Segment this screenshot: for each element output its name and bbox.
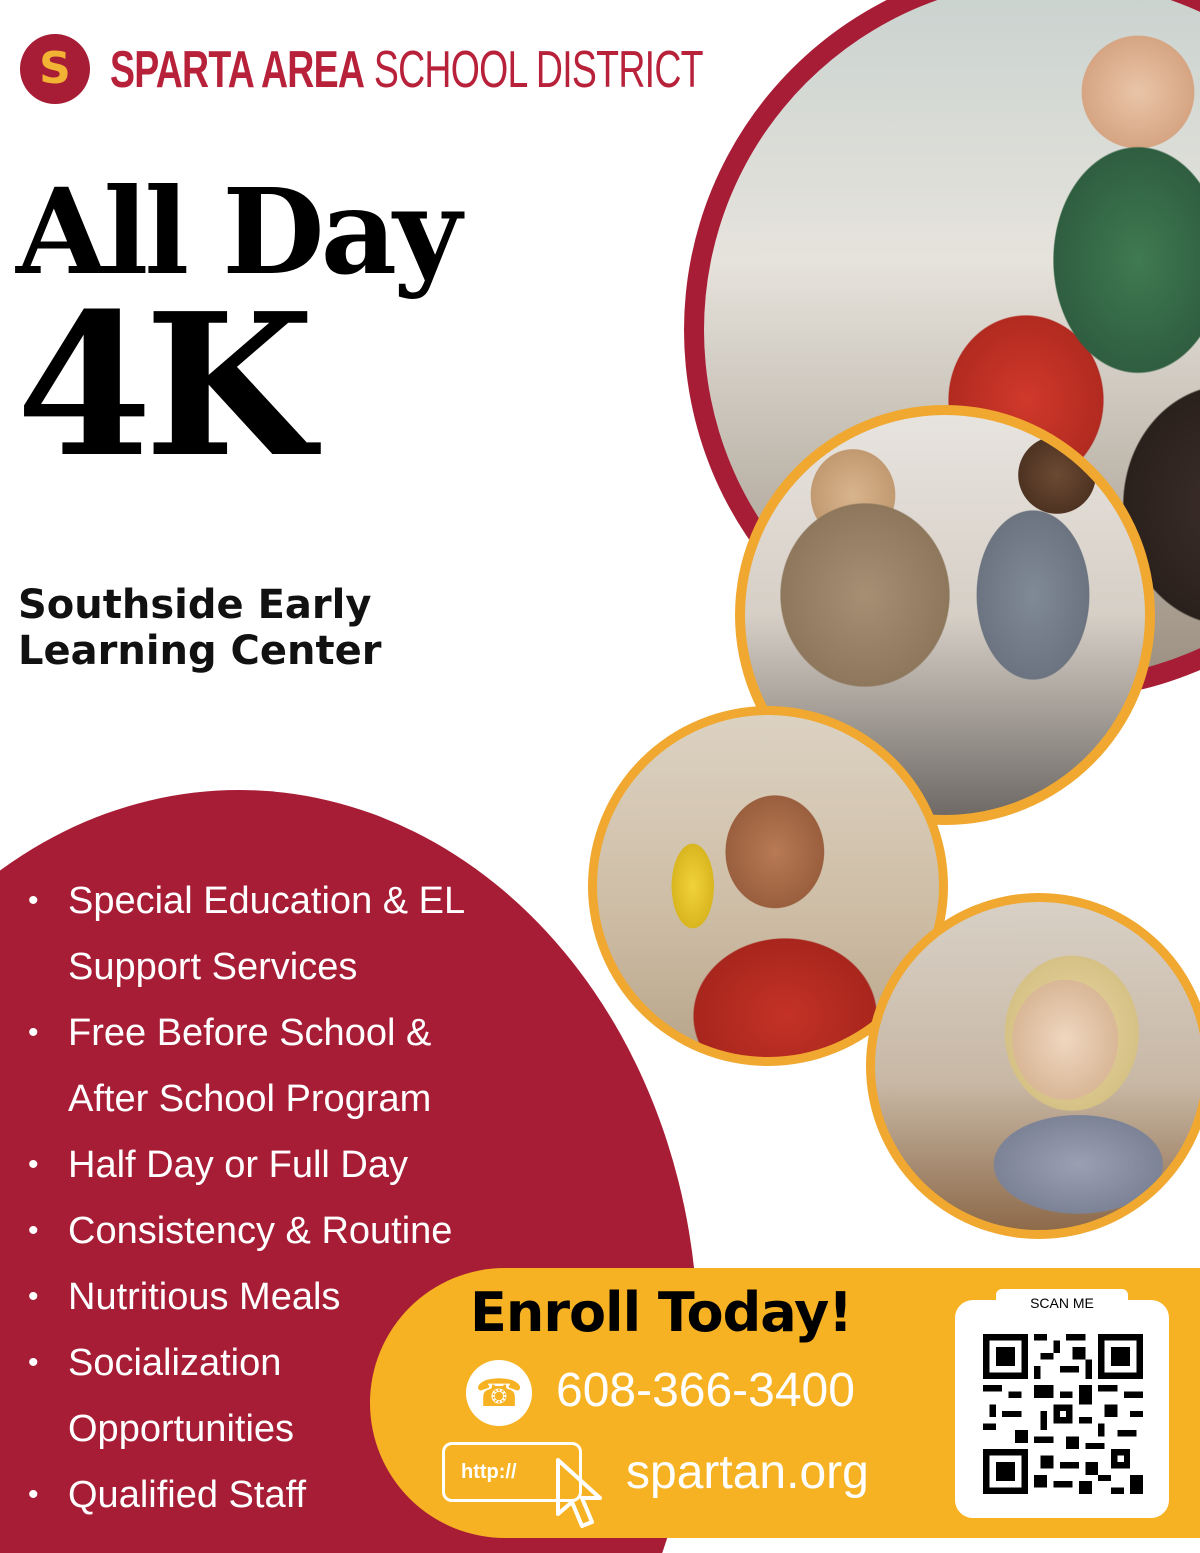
list-item: • Special Education & EL Support Services: [28, 868, 508, 1000]
phone-number-link[interactable]: 608-366-3400: [556, 1364, 855, 1417]
district-name: [110, 40, 703, 100]
headline-4k: 4K: [16, 271, 307, 501]
bullet-icon: •: [28, 1148, 39, 1181]
website-link[interactable]: spartan.org: [626, 1446, 869, 1499]
school-name: [18, 582, 498, 674]
url-icon-text: http://: [461, 1461, 517, 1483]
school-name-line-2: Learning Center: [18, 628, 382, 674]
school-name-line-1: Southside Early: [18, 582, 372, 628]
enroll-heading: Enroll Today!: [470, 1281, 852, 1344]
list-item: • Nutritious Meals: [28, 1264, 508, 1330]
district-name-light: SCHOOL DISTRICT: [373, 41, 703, 99]
bullet-icon: •: [28, 1280, 39, 1313]
list-item: • Consistency & Routine: [28, 1198, 508, 1264]
qr-label: SCAN ME: [996, 1289, 1128, 1317]
list-item: • Half Day or Full Day: [28, 1132, 508, 1198]
bullet-icon: •: [28, 1016, 39, 1049]
girl-smiling-photo: [875, 902, 1200, 1230]
list-item: • Free Before School & After School Program: [28, 1000, 508, 1132]
bullet-icon: •: [28, 1214, 39, 1247]
headline-all-day: All Day: [16, 162, 458, 301]
bullet-icon: •: [28, 1478, 39, 1511]
logo-letter: S: [39, 43, 71, 94]
qr-code[interactable]: [983, 1334, 1143, 1494]
list-item: • Socialization Opportunities: [28, 1330, 508, 1462]
list-item: • Qualified Staff: [28, 1462, 508, 1528]
photo-girl-smiling: [866, 893, 1200, 1239]
bullet-icon: •: [28, 1346, 39, 1379]
phone-icon: ☎: [466, 1360, 532, 1426]
bullet-icon: •: [28, 884, 39, 917]
cursor-icon: [552, 1456, 608, 1532]
district-logo: [20, 34, 90, 104]
district-name-bold: SPARTA AREA: [110, 41, 365, 99]
